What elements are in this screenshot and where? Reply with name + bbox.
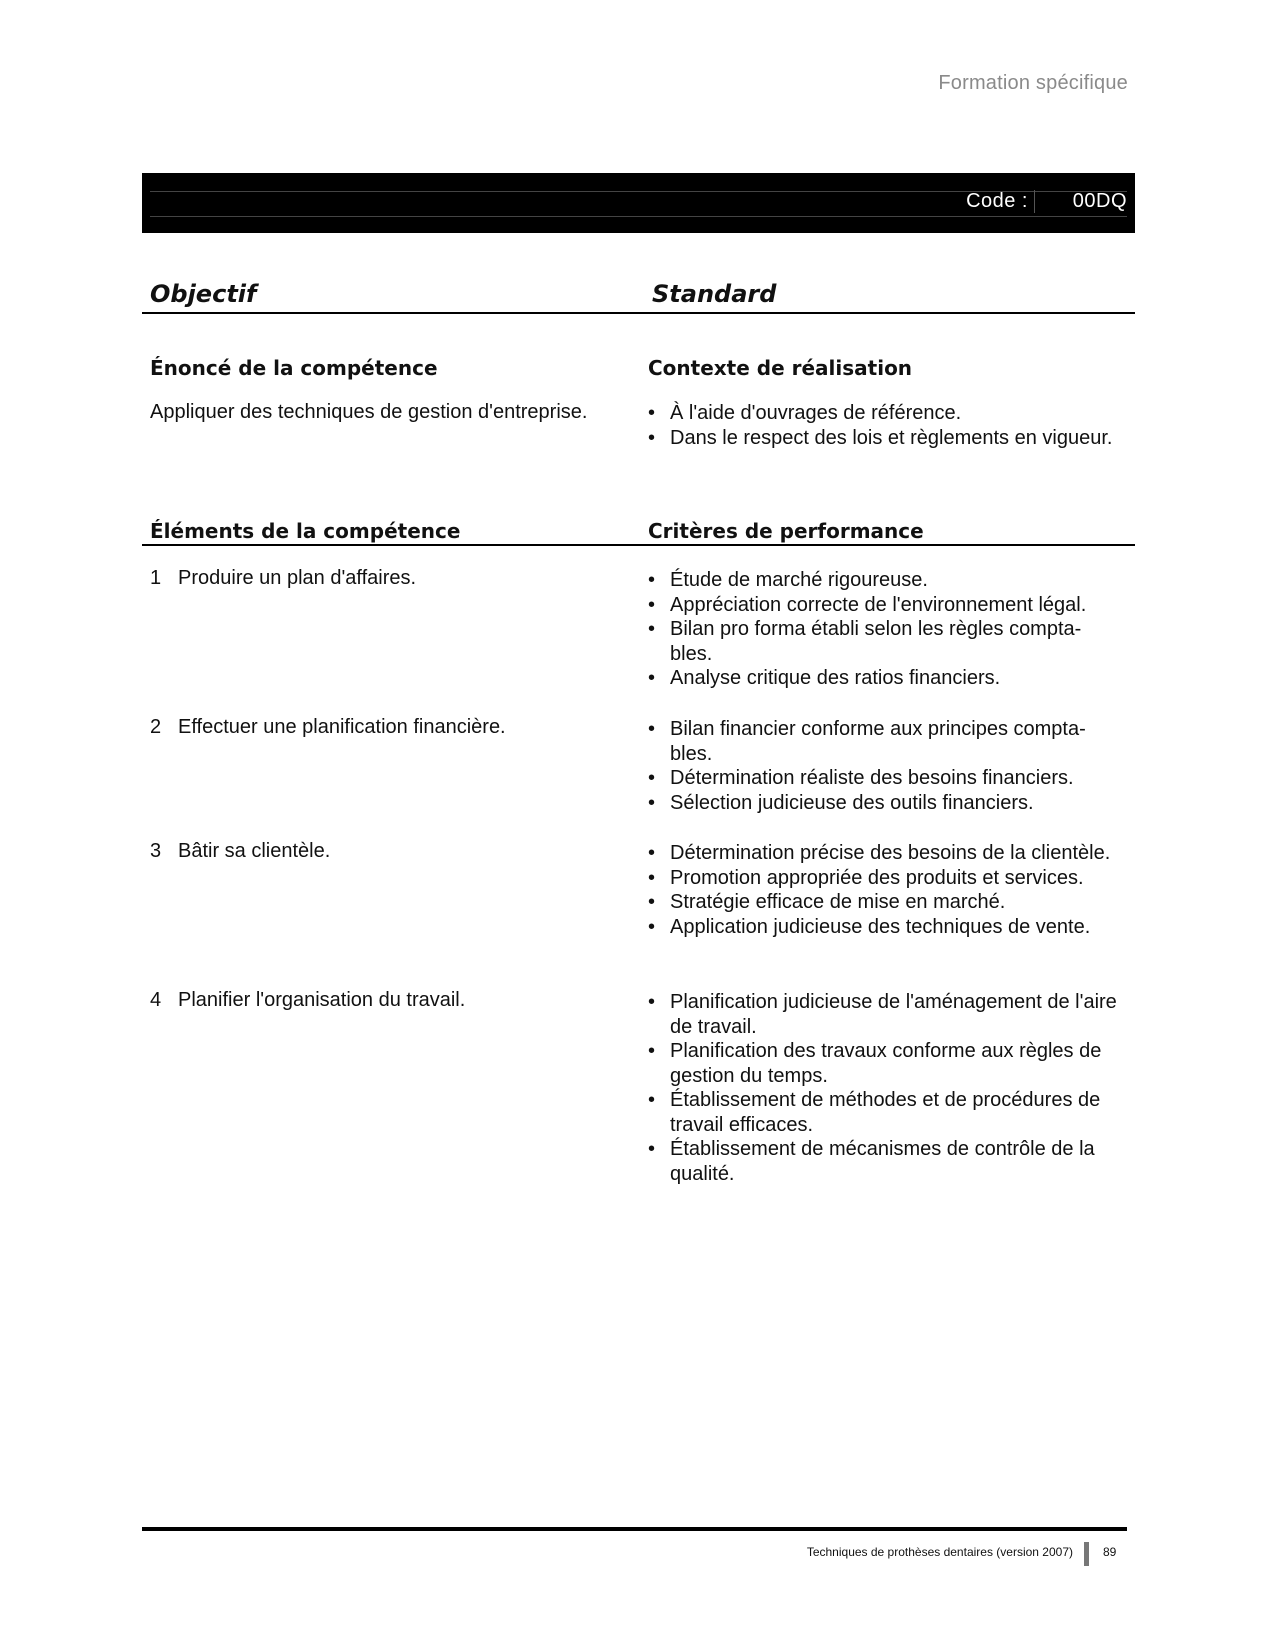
list-item: • Sélection judicieuse des outils financiers.	[648, 791, 1118, 816]
list-item: • Stratégie efficace de mise en marché.	[648, 890, 1118, 915]
enonce-text: Appliquer des techniques de gestion d'entreprise.	[150, 401, 588, 423]
column-heading-standard: Standard	[652, 280, 777, 308]
elements-heading: Éléments de la compétence	[150, 519, 461, 543]
element-4	[150, 988, 465, 1013]
contexte-list	[648, 401, 1118, 450]
page-number: 89	[1103, 1545, 1117, 1559]
list-item: • Analyse critique des ratios financiers.	[648, 666, 1118, 691]
list-item: • À l'aide d'ouvrages de référence.	[648, 401, 1118, 426]
list-item: • Dans le respect des lois et règlements en vigueur.	[648, 426, 1118, 451]
criteria-list-4	[648, 990, 1118, 1186]
element-number: 3	[150, 840, 162, 862]
list-item: • Établissement de mécanismes de contrôle de la qualité.	[648, 1137, 1118, 1186]
criteria-list-2	[648, 717, 1118, 815]
criteria-list-3	[648, 841, 1118, 939]
list-item: • Appréciation correcte de l'environnement légal.	[648, 593, 1118, 618]
element-label: Planifier l'organisation du travail.	[178, 989, 466, 1011]
list-item: • Établissement de méthodes et de procédures de travail efficaces.	[648, 1088, 1118, 1137]
element-number: 1	[150, 567, 162, 589]
list-item: • Promotion appropriée des produits et services.	[648, 866, 1118, 891]
element-2	[150, 715, 506, 740]
element-number: 2	[150, 716, 162, 738]
code-label: Code :	[960, 190, 1035, 213]
footer-divider	[142, 1527, 1127, 1531]
enonce-heading: Énoncé de la compétence	[150, 356, 438, 380]
element-label: Produire un plan d'affaires.	[178, 567, 417, 589]
code-bar-line	[150, 216, 1127, 217]
list-item: • Planification des travaux conforme aux règles de gestion du temps.	[648, 1039, 1118, 1088]
heading-divider	[142, 312, 1135, 314]
list-item: • Bilan pro forma établi selon les règles compta-bles.	[648, 617, 1118, 666]
element-label: Effectuer une planification financière.	[178, 716, 506, 738]
column-heading-objectif: Objectif	[150, 280, 257, 308]
list-item: • Détermination réaliste des besoins financiers.	[648, 766, 1118, 791]
element-1	[150, 566, 416, 591]
list-item: • Planification judicieuse de l'aménagement de l'aire de travail.	[648, 990, 1118, 1039]
code-value: 00DQ	[1072, 190, 1127, 212]
code-bar	[142, 173, 1135, 233]
running-header: Formation spécifique	[938, 72, 1128, 94]
criteres-heading: Critères de performance	[648, 519, 924, 543]
criteria-list-1	[648, 568, 1118, 691]
list-item: • Bilan financier conforme aux principes compta-bles.	[648, 717, 1118, 766]
list-item: • Étude de marché rigoureuse.	[648, 568, 1118, 593]
element-label: Bâtir sa clientèle.	[178, 840, 331, 862]
footer-separator	[1084, 1542, 1089, 1566]
footer-title: Techniques de prothèses dentaires (version 2007)	[806, 1545, 1073, 1559]
section-divider	[142, 544, 1135, 546]
contexte-heading: Contexte de réalisation	[648, 356, 913, 380]
list-item: • Application judicieuse des techniques de vente.	[648, 915, 1118, 940]
element-3	[150, 839, 330, 864]
list-item: • Détermination précise des besoins de la clientèle.	[648, 841, 1118, 866]
element-number: 4	[150, 989, 162, 1011]
